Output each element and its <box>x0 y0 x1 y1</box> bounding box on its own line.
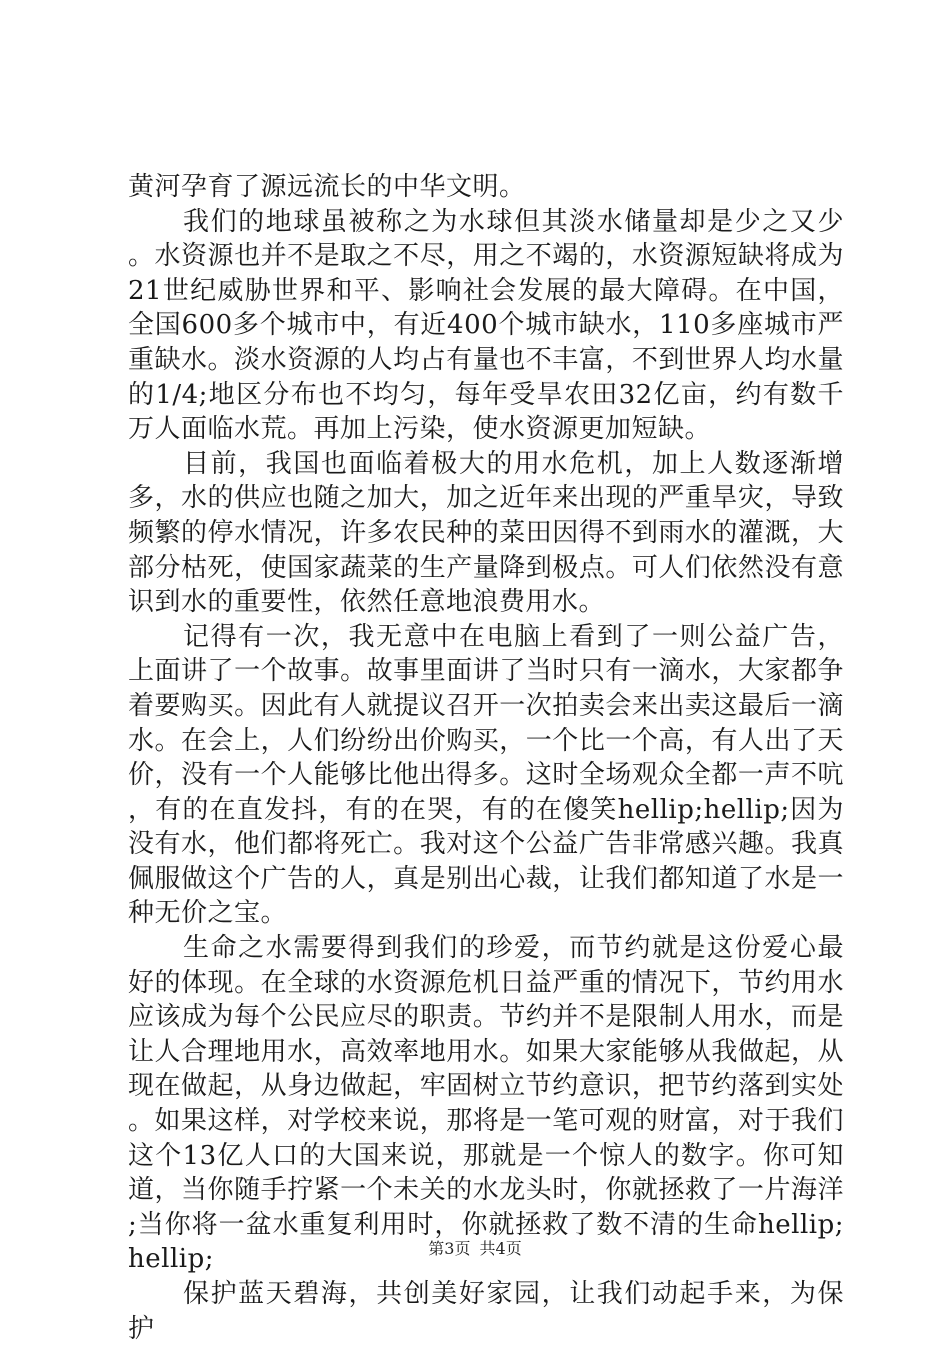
paragraph-water-crisis: 目前，我国也面临着极大的用水危机，加上人数逐渐增多，水的供应也随之加大，加之近年来出现的严重旱灾，导致频繁的停水情况，许多农民种的菜田因得不到雨水的灌溉，大部分枯死，使国家蔬菜的生产量降到极点。可人们依然没有意识到水的重要性，依然任意地浪费用水。 <box>128 448 844 618</box>
paragraph-water-scarcity: 我们的地球虽被称之为水球但其淡水储量却是少之又少。水资源也并不是取之不尽，用之不竭的，水资源短缺将成为21世纪威胁世界和平、影响社会发展的最大障碍。在中国，全国600多个城市中，有近400个城市缺水，110多座城市严重缺水。淡水资源的人均占有量也不丰富，不到世界人均水量的1/4;地区分布也不均匀，每年受旱农田32亿亩，约有数千万人面临水荒。再加上污染，使水资源更加短缺。 <box>128 206 844 445</box>
page-number: 第3页 <box>428 1239 471 1258</box>
paragraph-continuation: 黄河孕育了源远流长的中华文明。 <box>128 172 526 202</box>
paragraph-public-ad-story: 记得有一次，我无意中在电脑上看到了一则公益广告，上面讲了一个故事。故事里面讲了当时只有一滴水，大家都争着要购买。因此有人就提议召开一次拍卖会来出卖这最后一滴水。在会上，人们纷纷出价购买，一个比一个高，有人出了天价，没有一个人能够比他出得多。这时全场观众全都一声不吭，有的在直发抖，有的在哭，有的在傻笑hellip;hellip;因为没有水，他们都将死亡。我对这个公益广告非常感兴趣。我真佩服做这个广告的人，真是别出心裁，让我们都知道了水是一种无价之宝。 <box>128 621 844 929</box>
page-footer <box>0 1236 950 1259</box>
page-total: 共4页 <box>479 1239 522 1258</box>
document-body <box>128 170 844 1346</box>
paragraph-closing: 保护蓝天碧海，共创美好家园，让我们动起手来，为保护 <box>128 1279 844 1344</box>
paragraph-save-water: 生命之水需要得到我们的珍爱，而节约就是这份爱心最好的体现。在全球的水资源危机日益严重的情况下，节约用水应该成为每个公民应尽的职责。节约并不是限制人用水，而是让人合理地用水，高效率地用水。如果大家能够从我做起，从现在做起，从身边做起，牢固树立节约意识，把节约落到实处。如果这样，对学校来说，那将是一笔可观的财富，对于我们这个13亿人口的大国来说，那就是一个惊人的数字。你可知道，当你随手拧紧一个未关的水龙头时，你就拯救了一片海洋;当你将一盆水重复利用时，你就拯救了数不清的生命hellip;hellip; <box>128 933 844 1275</box>
